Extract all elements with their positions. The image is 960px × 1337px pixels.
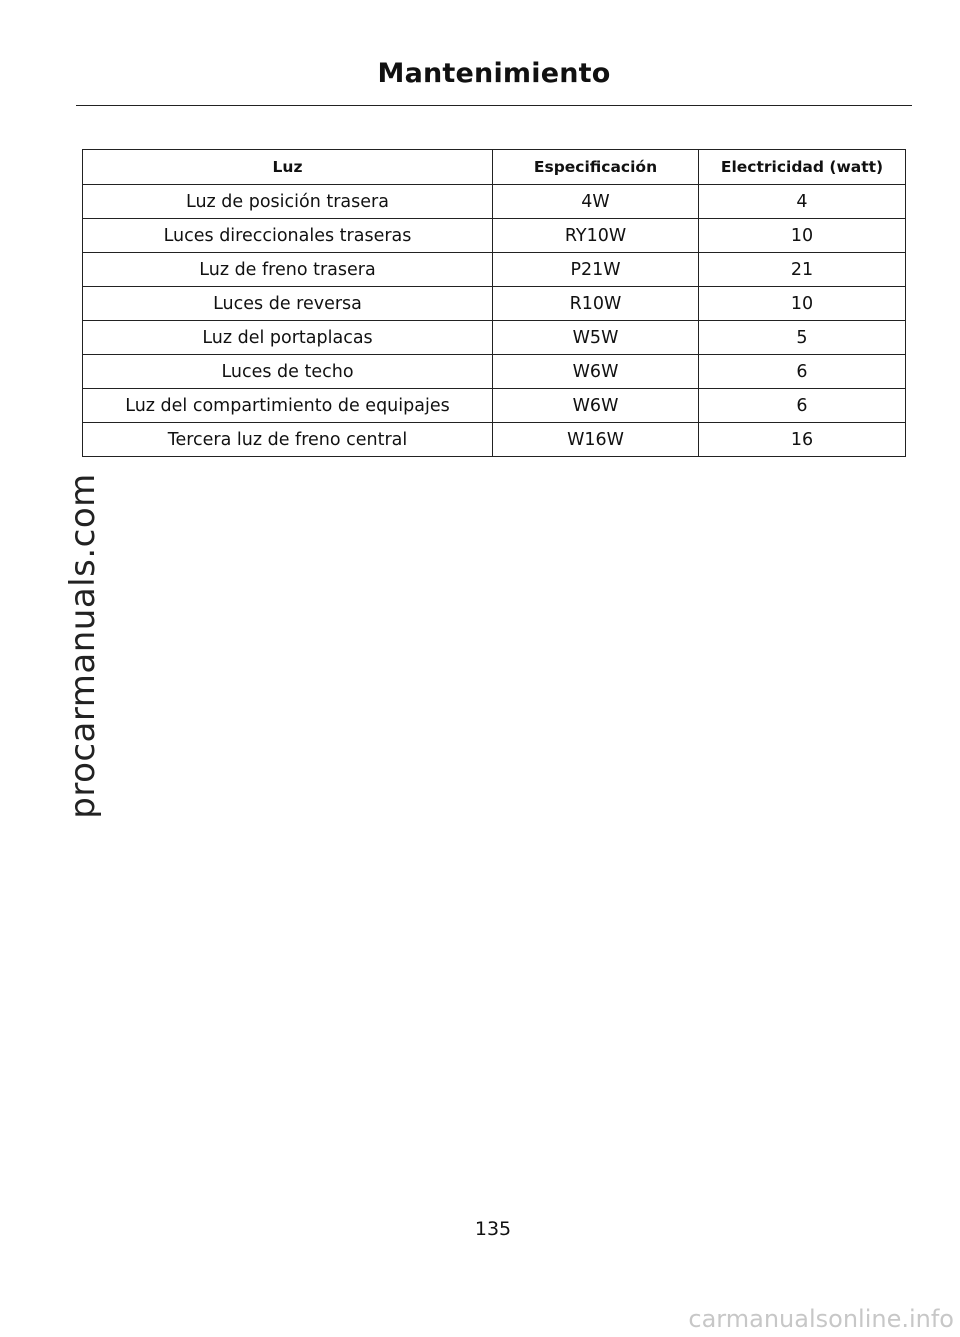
cell-spec: P21W [493,253,699,287]
table-row [83,321,906,355]
cell-luz: Luz del portaplacas [83,321,493,355]
table-row [83,185,906,219]
bottom-watermark: carmanualsonline.info [688,1305,954,1333]
cell-luz: Luz de posición trasera [83,185,493,219]
cell-watts: 10 [699,287,906,321]
table-row [83,219,906,253]
page-number: 135 [474,1218,512,1240]
side-watermark [58,473,108,819]
side-watermark-text: procarmanuals.com [63,473,103,819]
cell-spec: R10W [493,287,699,321]
cell-luz: Luz de freno trasera [83,253,493,287]
table-row [83,389,906,423]
cell-luz: Tercera luz de freno central [83,423,493,457]
cell-watts: 16 [699,423,906,457]
cell-watts: 21 [699,253,906,287]
table-row [83,287,906,321]
page-title: Mantenimiento [377,58,611,89]
cell-watts: 6 [699,389,906,423]
column-header-electricidad: Electricidad (watt) [699,150,906,185]
column-header-luz: Luz [83,150,493,185]
column-header-especificacion: Especificación [493,150,699,185]
table-row [83,355,906,389]
cell-spec: W6W [493,389,699,423]
cell-luz: Luces de reversa [83,287,493,321]
table-row [83,423,906,457]
table-row [83,253,906,287]
cell-watts: 5 [699,321,906,355]
cell-luz: Luces direccionales traseras [83,219,493,253]
cell-spec: W16W [493,423,699,457]
cell-watts: 4 [699,185,906,219]
cell-watts: 10 [699,219,906,253]
bulb-spec-table [82,149,906,457]
cell-watts: 6 [699,355,906,389]
cell-luz: Luz del compartimiento de equipajes [83,389,493,423]
header-divider [76,105,912,106]
cell-luz: Luces de techo [83,355,493,389]
cell-spec: W6W [493,355,699,389]
cell-spec: W5W [493,321,699,355]
table-header-row [83,150,906,185]
cell-spec: RY10W [493,219,699,253]
cell-spec: 4W [493,185,699,219]
